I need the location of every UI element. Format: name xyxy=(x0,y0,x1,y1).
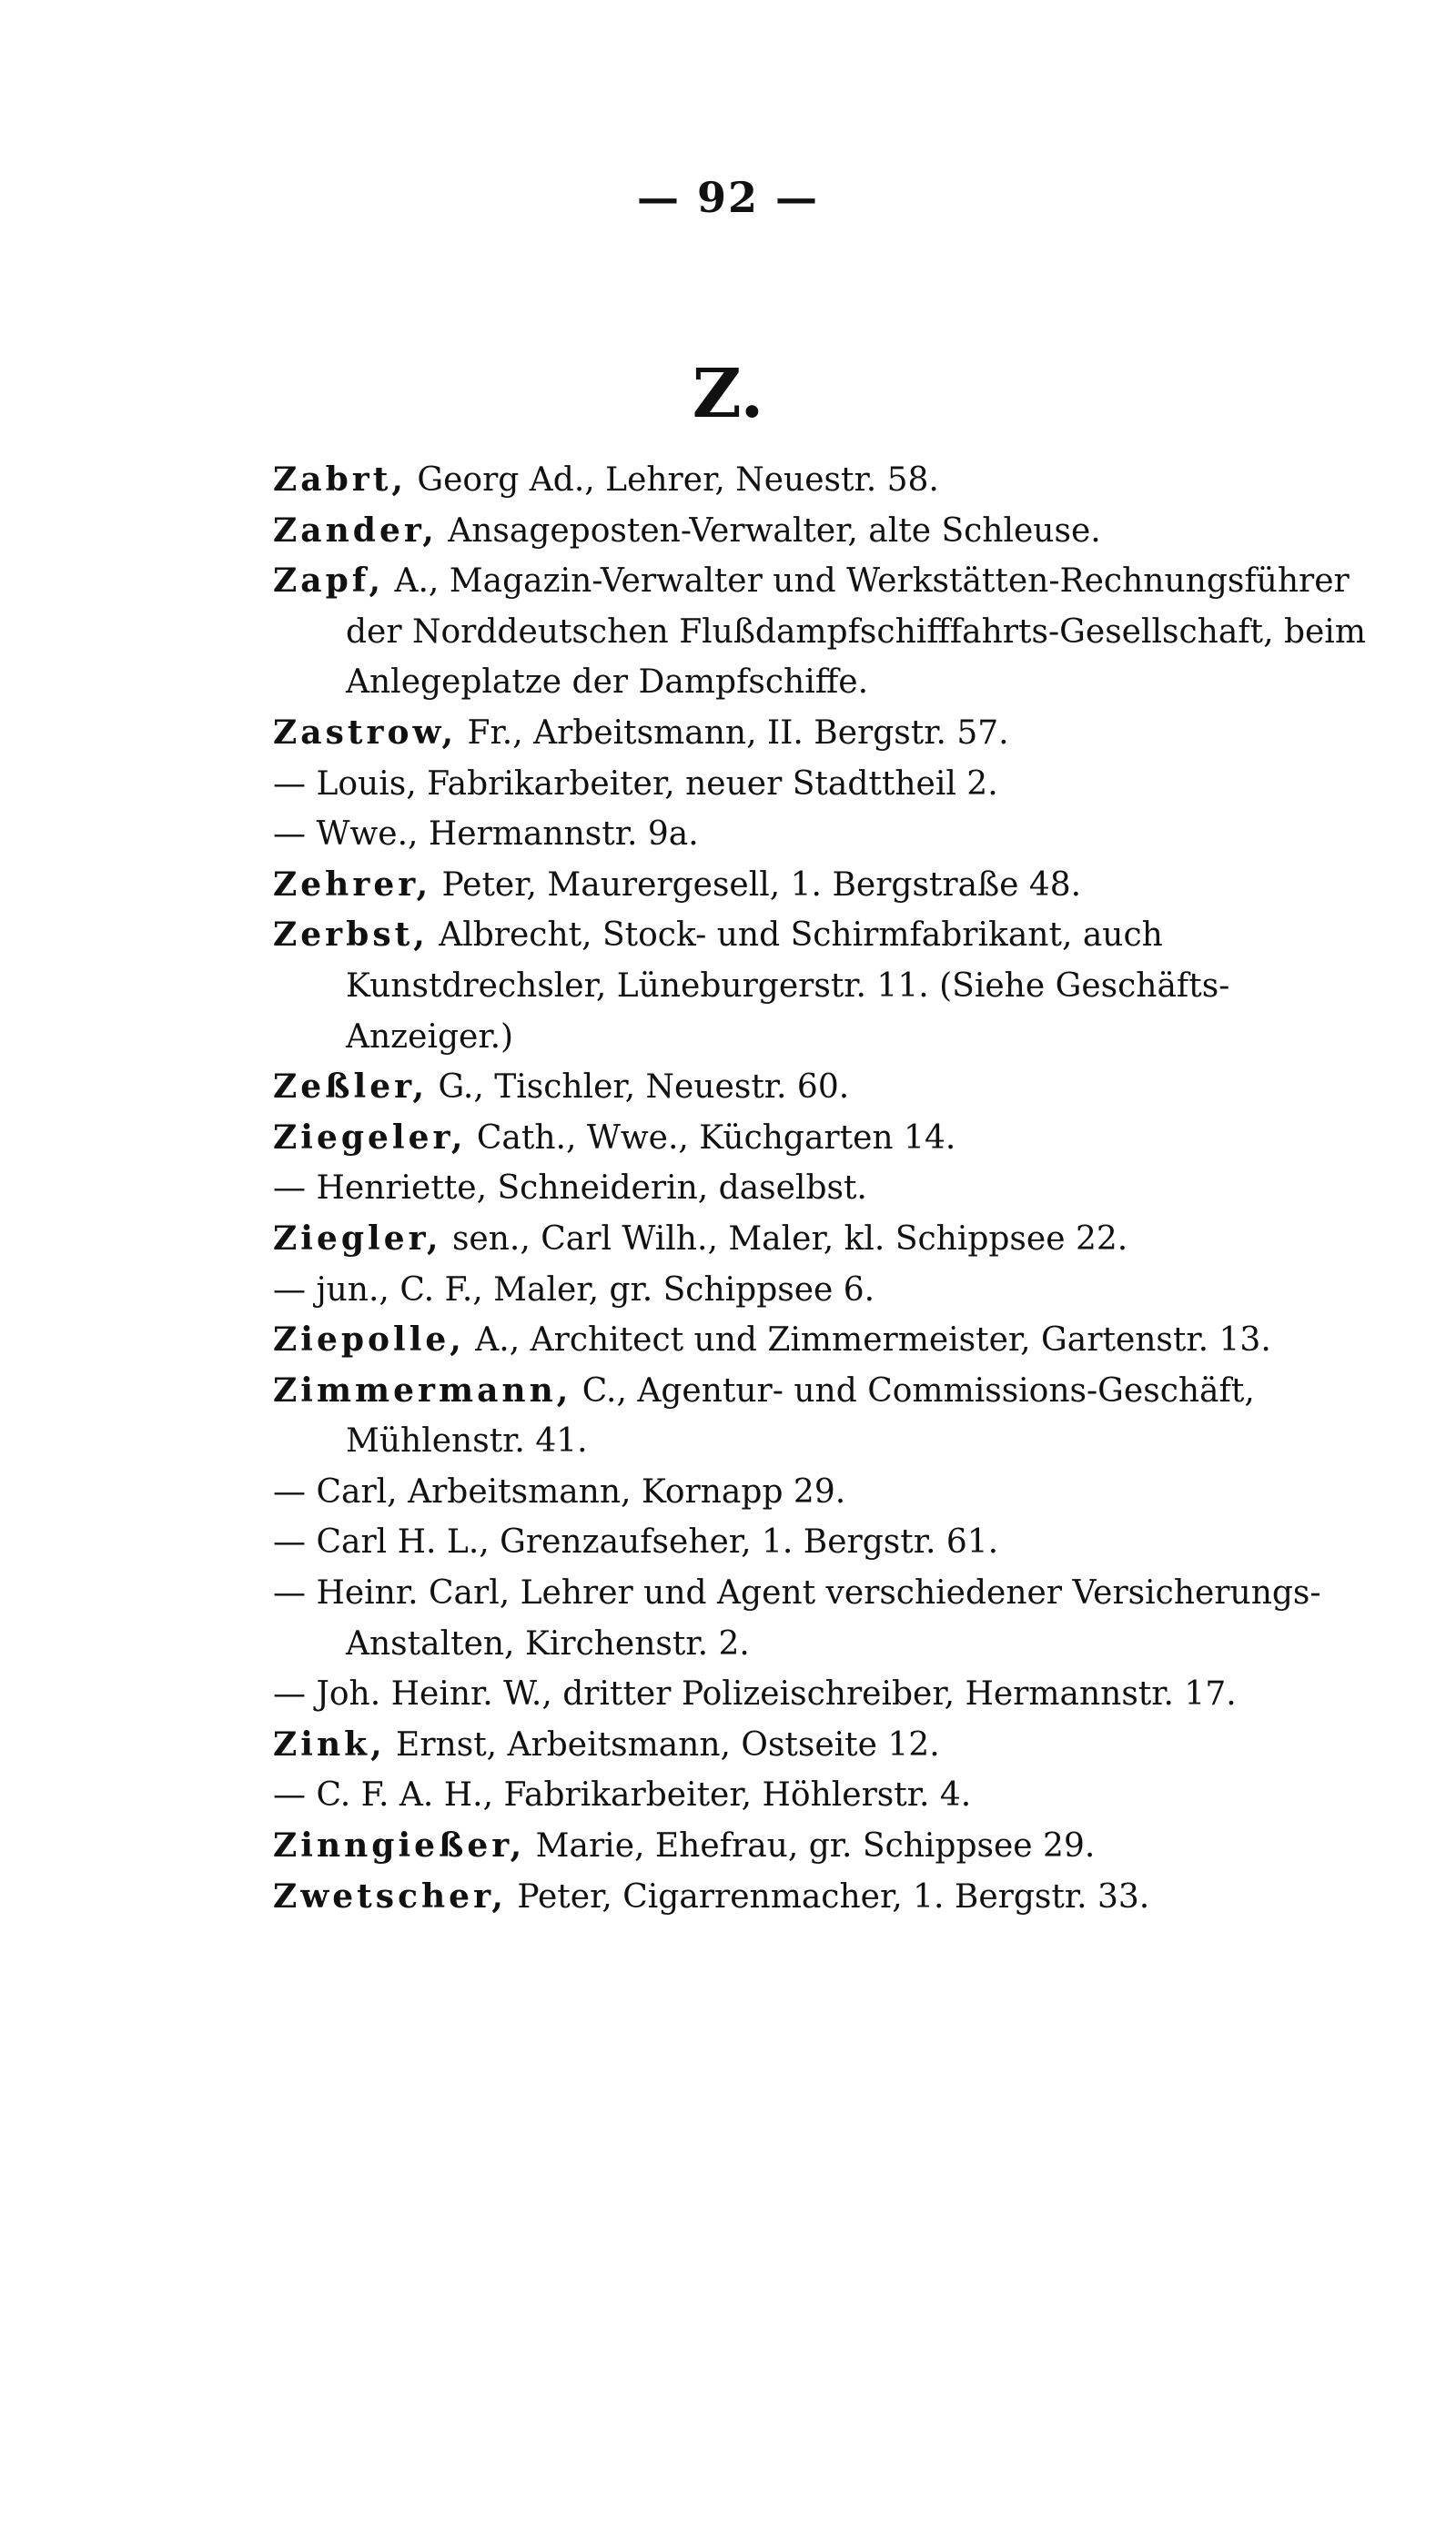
entry-details: Fr., Arbeitsmann, II. Bergstr. 57. xyxy=(457,713,1009,752)
entry-name: Zink, xyxy=(273,1725,386,1764)
entry-dash: — xyxy=(273,764,317,803)
entry-details: Georg Ad., Lehrer, Neuestr. 58. xyxy=(406,461,939,499)
entry-name: Ziegeler, xyxy=(273,1118,467,1157)
entry-name: Ziepolle, xyxy=(273,1320,465,1360)
entry-name: Zehrer, xyxy=(273,865,432,904)
entry-details: Carl, Arbeitsmann, Kornapp 29. xyxy=(316,1472,846,1511)
entry-details: Marie, Ehefrau, gr. Schippsee 29. xyxy=(525,1827,1096,1866)
entry-details: jun., C. F., Maler, gr. Schippsee 6. xyxy=(316,1270,875,1309)
directory-entry xyxy=(273,1113,1383,1164)
entry-dash: — xyxy=(273,1472,317,1511)
entry-name: Zabrt, xyxy=(273,460,407,499)
directory-entry xyxy=(273,1467,1383,1518)
entry-name: Zapf, xyxy=(273,561,385,601)
directory-entry xyxy=(273,1568,1383,1669)
entry-name: Zinngießer, xyxy=(273,1826,526,1866)
entry-details: Peter, Maurergesell, 1. Bergstraße 48. xyxy=(431,865,1082,904)
directory-entry xyxy=(273,1770,1383,1821)
directory-entry xyxy=(273,809,1383,860)
directory-entry xyxy=(273,1265,1383,1316)
entry-details: C., Agentur- und Commissions-Geschäft, Mühlenstr. 41. xyxy=(346,1371,1255,1461)
directory-entry xyxy=(273,910,1383,1062)
entry-name: Zerbst, xyxy=(273,915,429,955)
directory-entry xyxy=(273,1315,1383,1366)
entry-details: Cath., Wwe., Küchgarten 14. xyxy=(466,1118,956,1157)
section-letter-heading: Z. xyxy=(692,355,764,433)
directory-entry xyxy=(273,1821,1383,1872)
entry-name: Zwetscher, xyxy=(273,1876,507,1916)
entry-details: Ernst, Arbeitsmann, Ostseite 12. xyxy=(385,1725,940,1764)
entry-dash: — xyxy=(273,1169,317,1208)
entry-details: Henriette, Schneiderin, daselbst. xyxy=(316,1169,867,1208)
entry-details: G., Tischler, Neuestr. 60. xyxy=(428,1068,850,1107)
entry-dash: — xyxy=(273,1675,317,1714)
entry-name: Zastrow, xyxy=(273,713,458,752)
directory-entry xyxy=(273,1669,1383,1720)
entry-name: Ziegler, xyxy=(273,1219,442,1258)
directory-entry xyxy=(273,708,1383,759)
entry-details: C. F. A. H., Fabrikarbeiter, Höhlerstr. 4. xyxy=(316,1776,972,1815)
entry-details: A., Magazin-Verwalter und Werkstätten-Rechnungsführer der Norddeutschen Flußdampfschifffahrts-Gesellschaft, beim Anlegeplatze der Dampfschiffe. xyxy=(346,562,1366,702)
entry-details: Louis, Fabrikarbeiter, neuer Stadttheil 2. xyxy=(316,764,998,803)
entry-details: Ansageposten-Verwalter, alte Schleuse. xyxy=(437,511,1101,550)
directory-entries xyxy=(273,455,1383,1922)
entry-name: Zimmermann, xyxy=(273,1371,572,1410)
directory-entry xyxy=(273,759,1383,810)
directory-entry xyxy=(273,1163,1383,1214)
directory-entry xyxy=(273,1062,1383,1113)
entry-name: Zander, xyxy=(273,511,438,550)
entry-details: Wwe., Hermannstr. 9a. xyxy=(316,815,699,854)
page-number: — 92 — xyxy=(636,173,820,222)
directory-entry xyxy=(273,1872,1383,1923)
entry-details: Joh. Heinr. W., dritter Polizeischreiber, Hermannstr. 17. xyxy=(316,1675,1237,1714)
directory-entry xyxy=(273,506,1383,557)
directory-entry xyxy=(273,1366,1383,1467)
entry-dash: — xyxy=(273,1523,317,1562)
directory-entry xyxy=(273,1517,1383,1568)
entry-dash: — xyxy=(273,1270,317,1309)
directory-entry xyxy=(273,860,1383,911)
directory-entry xyxy=(273,1214,1383,1265)
entry-dash: — xyxy=(273,1574,317,1613)
entry-name: Zeßler, xyxy=(273,1067,428,1107)
entry-details: Heinr. Carl, Lehrer und Agent verschiedener Versicherungs-Anstalten, Kirchenstr. 2. xyxy=(316,1574,1321,1663)
directory-entry xyxy=(273,1720,1383,1771)
entry-dash: — xyxy=(273,1776,317,1815)
entry-details: Albrecht, Stock- und Schirmfabrikant, auch Kunstdrechsler, Lüneburgerstr. 11. (Siehe Geschäfts-Anzeiger.) xyxy=(346,916,1230,1056)
entry-details: A., Architect und Zimmermeister, Gartenstr. 13. xyxy=(464,1321,1271,1360)
entry-dash: — xyxy=(273,815,317,854)
entry-details: sen., Carl Wilh., Maler, kl. Schippsee 22. xyxy=(441,1219,1128,1258)
directory-entry xyxy=(273,556,1383,708)
directory-entry xyxy=(273,455,1383,506)
entry-details: Carl H. L., Grenzaufseher, 1. Bergstr. 61. xyxy=(316,1523,999,1562)
entry-details: Peter, Cigarrenmacher, 1. Bergstr. 33. xyxy=(506,1877,1150,1916)
